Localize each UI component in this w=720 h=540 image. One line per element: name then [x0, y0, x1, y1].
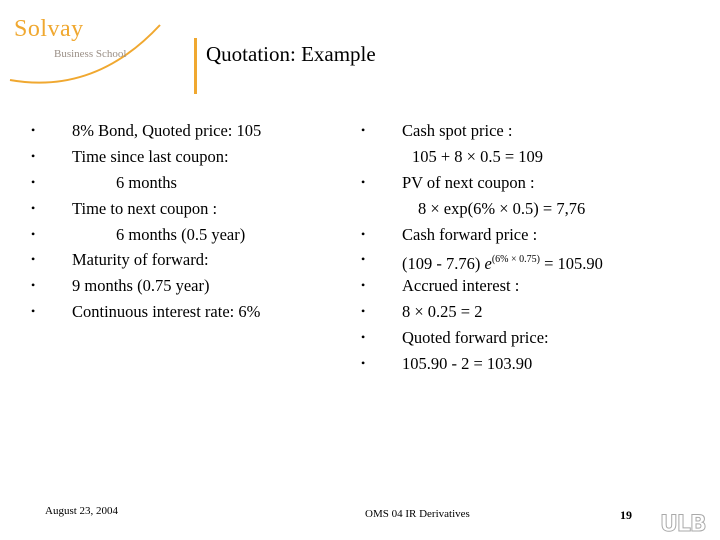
footer-date: August 23, 2004 — [45, 505, 119, 517]
bullet-icon: • — [31, 148, 36, 163]
bullet-icon: • — [361, 174, 366, 189]
list-item: • 6 months (0.5 year) — [72, 222, 261, 248]
list-item: • Maturity of forward: — [72, 247, 261, 273]
list-item: • (109 - 7.76) $e^{(6\% \times 0.75)} = 105.90$ — [402, 247, 603, 273]
bullet-icon: • — [31, 174, 36, 189]
logo-subtitle: Business School — [54, 48, 127, 60]
bullet-icon: • — [361, 226, 366, 241]
bullet-icon: • — [31, 252, 36, 267]
bullet-icon: • — [31, 123, 36, 137]
bullet-icon: • — [31, 226, 36, 241]
bullet-icon: • — [361, 278, 366, 293]
bullet-icon: • — [31, 304, 36, 319]
exp-e: e — [484, 254, 492, 274]
list-item: • Accrued interest : — [402, 273, 603, 299]
list-item: • Cash spot price : — [402, 118, 603, 144]
page-number: 19 — [620, 508, 632, 522]
solvay-logo — [0, 0, 180, 100]
bullet-icon: • — [361, 123, 366, 137]
list-item: • 8 × 0.25 = 2 — [402, 299, 603, 325]
list-item: • 8% Bond, Quoted price: 105 — [72, 118, 261, 144]
bullet-icon: • — [361, 356, 366, 371]
list-item: • 6 months — [72, 170, 261, 196]
footer-course: OMS 04 IR Derivatives — [365, 508, 470, 520]
bullet-icon: • — [31, 278, 36, 293]
slide-title: Quotation: Example — [206, 42, 376, 66]
list-item: • 105.90 - 2 = 103.90 — [402, 351, 603, 377]
exponent: (6% × 0.75) — [491, 254, 540, 266]
list-item: 8 × exp(6% × 0.5) = 7,76 — [418, 198, 586, 218]
logo-title: Solvay — [14, 16, 84, 42]
right-bullet-list — [361, 118, 603, 377]
list-item: • Time since last coupon: — [72, 144, 261, 170]
bullet-icon: • — [361, 330, 366, 345]
list-item: • PV of next coupon : — [402, 170, 603, 196]
list-item: 105 + 8 × 0.5 = 109 — [412, 146, 544, 166]
left-bullet-list — [31, 118, 262, 325]
list-item: • Cash forward price : — [402, 222, 603, 248]
title-accent-bar — [194, 38, 197, 94]
list-item: • Time to next coupon : — [72, 196, 261, 222]
ulb-logo: ULB — [660, 512, 706, 537]
list-item: • 9 months (0.75 year) — [72, 273, 261, 299]
bullet-icon: • — [361, 304, 366, 319]
bullet-icon: • — [361, 252, 366, 267]
list-item: • Quoted forward price: — [402, 325, 603, 351]
list-item: • Continuous interest rate: 6% — [72, 299, 261, 325]
bullet-icon: • — [31, 200, 36, 215]
